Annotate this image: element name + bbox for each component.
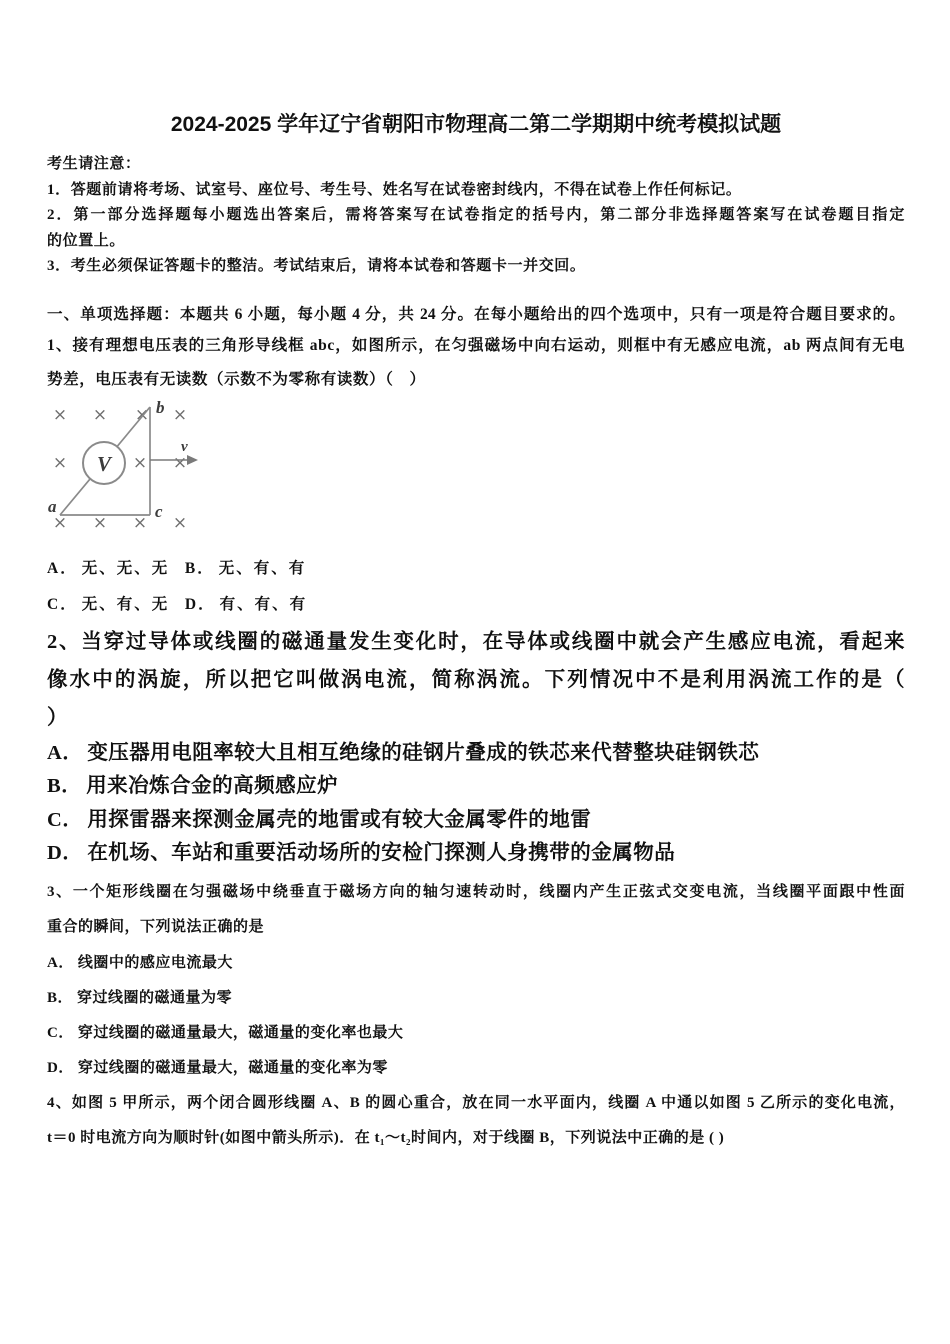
question-1-stem-line: 势差，电压表有无读数（示数不为零称有读数）（ ） bbox=[47, 370, 426, 388]
option-b: B． 穿过线圈的磁通量为零 bbox=[47, 989, 233, 1006]
question-3-stem-line: 3、一个矩形线圈在匀强磁场中绕垂直于磁场方向的轴匀速转动时，线圈内产生正弦式交变电流，当线圈平面跟中性面 bbox=[47, 883, 905, 900]
question-1-stem-line: 1、接有理想电压表的三角形导线框 abc，如图所示，在匀强磁场中向右运动，则框中有无感应电流，ab 两点间有无电 bbox=[47, 336, 905, 354]
field-cross-icon: × bbox=[132, 452, 148, 473]
options-row bbox=[47, 551, 905, 587]
field-cross-icon: × bbox=[132, 512, 148, 533]
question-3-stem-line: 重合的瞬间，下列说法正确的是 bbox=[47, 919, 265, 935]
velocity-label: v bbox=[181, 438, 188, 455]
field-cross-icon: × bbox=[172, 404, 188, 425]
option-d: D． 在机场、车站和重要活动场所的安检门探测人身携带的金属物品 bbox=[47, 842, 676, 864]
field-cross-icon: × bbox=[52, 404, 68, 425]
question-4-stem-line: t＝0 时电流方向为顺时针(如图中箭头所示)．在 t₁～t₂时间内，对于线圈 B，下列说法中正确的是 ( ) bbox=[47, 1129, 725, 1146]
question-4 bbox=[47, 1086, 905, 1156]
question-4-stem-line: 4、如图 5 甲所示，两个闭合圆形线圈 A、B 的圆心重合，放在同一水平面内，线圈 A 中通以如图 5 乙所示的变化电流， bbox=[47, 1094, 905, 1111]
field-cross-icon: × bbox=[172, 452, 188, 473]
option-d: D． 穿过线圈的磁通量最大，磁通量的变化率为零 bbox=[47, 1059, 388, 1076]
options-row bbox=[47, 587, 905, 623]
vertex-c-label: c bbox=[155, 501, 163, 521]
voltmeter-label: V bbox=[96, 451, 112, 476]
section-1-heading: 一、单项选择题：本题共 6 小题，每小题 4 分，共 24 分。在每小题给出的四个选项中，只有一项是符合题目要求的。 bbox=[47, 305, 905, 323]
question-1-figure bbox=[47, 399, 905, 537]
question-1 bbox=[47, 329, 905, 623]
notice-line-1: 1．答题前请将考场、试室号、座位号、考生号、姓名写在试卷密封线内，不得在试卷上作任何标记。 bbox=[47, 181, 742, 198]
notice-line-3: 3．考生必须保证答题卡的整洁。考试结束后，请将本试卷和答题卡一并交回。 bbox=[47, 258, 586, 274]
field-cross-icon: × bbox=[92, 512, 108, 533]
option-b: B． 用来冶炼合金的高频感应炉 bbox=[47, 775, 339, 797]
question-1-stem bbox=[47, 329, 905, 397]
question-2-stem-line: 像水中的涡旋，所以把它叫做涡电流，简称涡流。下列情况中不是利用涡流工作的是（ bbox=[47, 668, 905, 691]
notice-line-2: 2．第一部分选择题每小题选出答案后，需将答案写在试卷指定的括号内，第二部分非选择题答案写在试卷题目指定 bbox=[47, 207, 905, 223]
option-a: A． 无、无、无 bbox=[47, 559, 170, 577]
field-cross-icon: × bbox=[134, 404, 150, 425]
field-cross-icon: × bbox=[52, 452, 68, 473]
question-2-stem-line: 2、当穿过导体或线圈的磁通量发生变化时，在导体或线圈中就会产生感应电流，看起来 bbox=[47, 630, 905, 653]
option-c: C． 用探雷器来探测金属壳的地雷或有较大金属零件的地雷 bbox=[47, 808, 592, 831]
option-c: C． 穿过线圈的磁通量最大，磁通量的变化率也最大 bbox=[47, 1024, 404, 1041]
triangle-loop-diagram bbox=[47, 399, 205, 537]
notice-section bbox=[47, 152, 905, 280]
option-d: D． 有、有、有 bbox=[184, 595, 308, 613]
option-a: A． 线圈中的感应电流最大 bbox=[47, 954, 233, 971]
question-2 bbox=[47, 623, 905, 871]
option-b: B． 无、有、有 bbox=[184, 559, 307, 577]
notice-line-2-cont: 的位置上。 bbox=[47, 232, 126, 249]
notice-heading: 考生请注意： bbox=[47, 156, 141, 172]
option-a: A． 变压器用电阻率较大且相互绝缘的硅钢片叠成的铁芯来代替整块硅钢铁芯 bbox=[47, 741, 760, 764]
field-cross-icon: × bbox=[92, 404, 108, 425]
question-3 bbox=[47, 875, 905, 1086]
option-c: C． 无、有、无 bbox=[47, 595, 170, 613]
question-1-options bbox=[47, 551, 905, 623]
vertex-a-label: a bbox=[48, 496, 57, 516]
page-title: 2024-2025 学年辽宁省朝阳市物理高二第二学期期中统考模拟试题 bbox=[170, 113, 782, 136]
question-2-stem-line: ） bbox=[47, 706, 68, 729]
vertex-b-label: b bbox=[156, 398, 165, 417]
field-cross-icon: × bbox=[52, 512, 68, 533]
voltmeter-icon bbox=[83, 442, 125, 484]
field-cross-icon: × bbox=[172, 512, 188, 533]
